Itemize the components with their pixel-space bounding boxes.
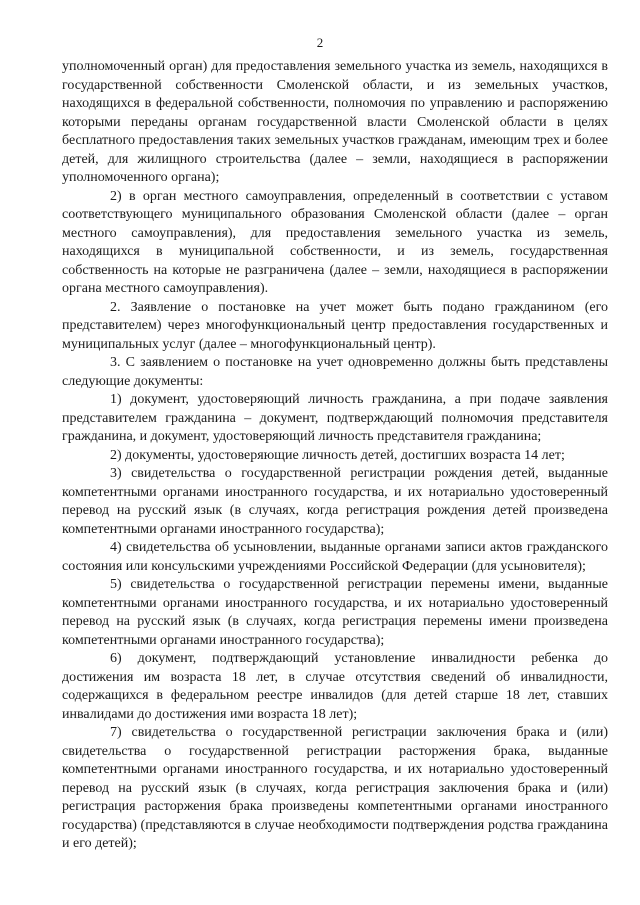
- paragraph-doc-4: 4) свидетельства об усыновлении, выданные органами записи актов гражданского состояния или консульскими учреждениями Российской Федерации (для усыновителя);: [62, 540, 608, 574]
- document-body: [62, 58, 608, 854]
- paragraph-continuation: уполномоченный орган) для предоставления земельного участка из земель, находящихся в государственной собственности Смоленской области, и из земельных участков, находящихся в федеральной собственности, полномочия по управлению и распоряжению которыми переданы органам государственной власти Смоленской области в целях бесплатного предоставления таких земельных участков гражданам, имеющим трех и более детей, для жилищного строительства (далее – земли, находящиеся в распоряжении уполномоченного органа);: [62, 59, 608, 185]
- paragraph-section-2: 2. Заявление о постановке на учет может быть подано гражданином (его представителем) через многофункциональный центр предоставления государственных и муниципальных услуг (далее – многофункциональный центр).: [62, 299, 608, 352]
- paragraph-section-3: 3. С заявлением о постановке на учет одновременно должны быть представлены следующие документы:: [62, 355, 608, 389]
- page-number: 2: [316, 35, 324, 50]
- paragraph-item-2-local-authority: 2) в орган местного самоуправления, определенный в соответствии с уставом соответствующего муниципального образования Смоленской области (далее – орган местного самоуправления), для предоставления земельного участка из земель, находящихся в муниципальной собственности, и из земель, государственная собственность на которые не разграничена (далее – земли, находящиеся в распоряжении органа местного самоуправления).: [62, 188, 608, 296]
- paragraph-doc-7: 7) свидетельства о государственной регистрации заключения брака и (или) свидетельства о государственной регистрации расторжения брака, выданные компетентными органами иностранного государства, и их нотариально удостоверенный перевод на русский язык (в случаях, когда регистрация заключения брака и (или) регистрация расторжения брака произведены компетентными органами иностранного государства) (представляются в случае необходимости подтверждения родства гражданина и его детей);: [62, 725, 608, 851]
- paragraph-doc-6: 6) документ, подтверждающий установление инвалидности ребенка до достижения им возраста 18 лет, в случае отсутствия сведений об инвалидности, содержащихся в федеральном реестре инвалидов (для детей старше 18 лет, ставших инвалидами до достижения ими возраста 18 лет);: [62, 651, 608, 722]
- paragraph-doc-5: 5) свидетельства о государственной регистрации перемены имени, выданные компетентными органами иностранного государства, и их нотариально удостоверенный перевод на русский язык (в случаях, когда регистрация перемены имени произведена компетентными органами иностранного государства);: [62, 577, 608, 648]
- paragraph-doc-2: 2) документы, удостоверяющие личность детей, достигших возраста 14 лет;: [110, 447, 565, 463]
- paragraph-doc-3: 3) свидетельства о государственной регистрации рождения детей, выданные компетентными органами иностранного государства, и их нотариально удостоверенный перевод на русский язык (в случаях, когда регистрация рождения детей произведена компетентными органами иностранного государства);: [62, 466, 608, 537]
- paragraph-doc-1: 1) документ, удостоверяющий личность гражданина, а при подаче заявления представителем гражданина – документ, подтверждающий полномочия представителя гражданина, и документ, удостоверяющий личность представителя гражданина;: [62, 392, 608, 444]
